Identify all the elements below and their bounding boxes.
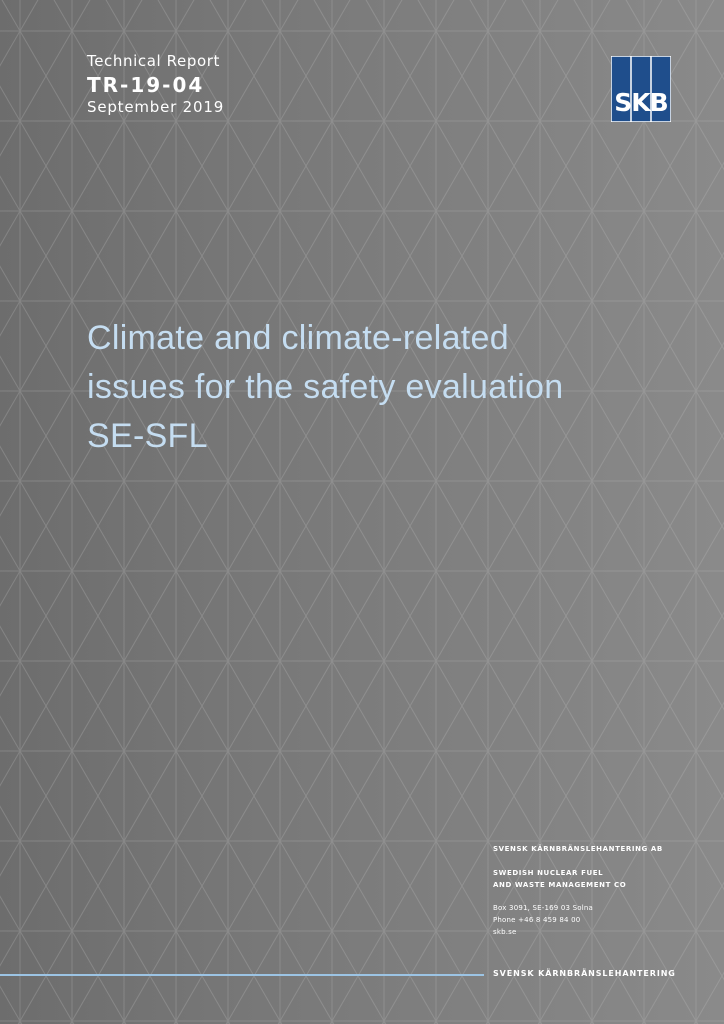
- org-website[interactable]: skb.se: [493, 928, 517, 936]
- report-date: September 2019: [87, 98, 225, 116]
- report-title: [87, 314, 687, 461]
- title-line-3: SE-SFL: [87, 417, 208, 455]
- footer-divider: [0, 974, 484, 976]
- report-type: Technical Report: [87, 52, 220, 70]
- org-name-english-line1: SWEDISH NUCLEAR FUEL: [493, 869, 604, 877]
- title-line-2: issues for the safety evaluation: [87, 368, 564, 406]
- title-line-1: Climate and climate-related: [87, 319, 509, 357]
- org-phone: Phone +46 8 459 84 00: [493, 916, 581, 924]
- report-number: TR-19-04: [87, 73, 205, 97]
- report-header: [87, 52, 224, 117]
- organization-info: [493, 843, 663, 938]
- skb-logo: [611, 56, 671, 122]
- org-address: Box 3091, SE-169 03 Solna: [493, 904, 594, 912]
- svg-text:SKB: SKB: [614, 88, 668, 117]
- org-name-english-line2: AND WASTE MANAGEMENT CO: [493, 881, 627, 889]
- footer-org-name: SVENSK KÄRNBRÄNSLEHANTERING: [493, 969, 676, 978]
- org-name-swedish: SVENSK KÄRNBRÄNSLEHANTERING AB: [493, 845, 663, 853]
